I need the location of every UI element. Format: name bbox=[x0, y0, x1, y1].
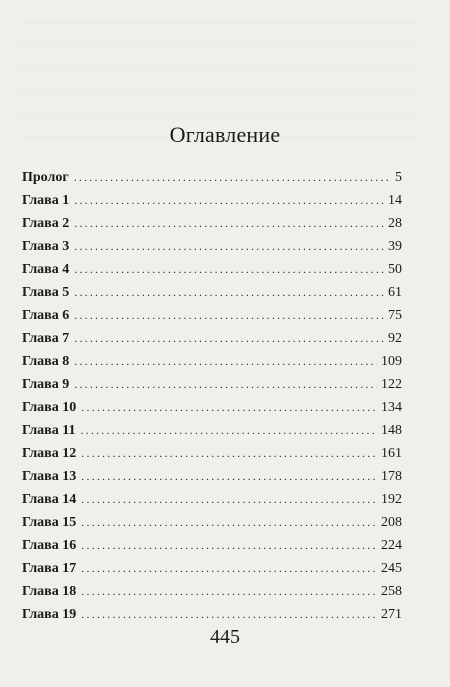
dot-leader bbox=[81, 469, 377, 484]
toc-entry-label: Глава 6 bbox=[22, 308, 70, 323]
toc-entry-page: 161 bbox=[381, 446, 402, 461]
toc-entry-page: 224 bbox=[381, 538, 402, 553]
toc-entry bbox=[22, 216, 402, 239]
toc-entry-label: Глава 19 bbox=[22, 607, 77, 622]
toc-entry-label: Глава 18 bbox=[22, 584, 77, 599]
dot-leader bbox=[81, 584, 377, 599]
toc-entry-page: 75 bbox=[388, 308, 402, 323]
toc-entry-label: Глава 11 bbox=[22, 423, 76, 438]
toc-entry-page: 192 bbox=[381, 492, 402, 507]
toc-entry bbox=[22, 377, 402, 400]
toc-entry-label: Глава 3 bbox=[22, 239, 70, 254]
toc-entry bbox=[22, 400, 402, 423]
dot-leader bbox=[74, 377, 377, 392]
toc-entry bbox=[22, 262, 402, 285]
toc-entry bbox=[22, 584, 402, 607]
toc-entry bbox=[22, 193, 402, 216]
toc-entry-label: Глава 4 bbox=[22, 262, 70, 277]
toc-entry-label: Глава 10 bbox=[22, 400, 77, 415]
dot-leader bbox=[74, 285, 384, 300]
toc-entry-label: Глава 9 bbox=[22, 377, 70, 392]
dot-leader bbox=[74, 239, 384, 254]
toc-entry bbox=[22, 515, 402, 538]
toc-entry-label: Пролог bbox=[22, 170, 69, 185]
toc-entry bbox=[22, 239, 402, 262]
toc-entry-label: Глава 2 bbox=[22, 216, 70, 231]
toc-entry-page: 39 bbox=[388, 239, 402, 254]
toc-entry-page: 61 bbox=[388, 285, 402, 300]
dot-leader bbox=[74, 354, 377, 369]
toc-entry-label: Глава 14 bbox=[22, 492, 77, 507]
dot-leader bbox=[81, 561, 377, 576]
toc-entry-label: Глава 16 bbox=[22, 538, 77, 553]
toc-entry-page: 109 bbox=[381, 354, 402, 369]
toc-entry-page: 122 bbox=[381, 377, 402, 392]
dot-leader bbox=[81, 538, 377, 553]
toc-entry-label: Глава 7 bbox=[22, 331, 70, 346]
dot-leader bbox=[74, 170, 391, 185]
table-of-contents bbox=[22, 170, 402, 630]
dot-leader bbox=[81, 446, 377, 461]
dot-leader bbox=[74, 216, 384, 231]
toc-entry-label: Глава 5 bbox=[22, 285, 70, 300]
dot-leader bbox=[81, 400, 377, 415]
toc-entry-label: Глава 1 bbox=[22, 193, 70, 208]
toc-entry-page: 28 bbox=[388, 216, 402, 231]
toc-entry-page: 134 bbox=[381, 400, 402, 415]
toc-entry bbox=[22, 469, 402, 492]
toc-entry-label: Глава 17 bbox=[22, 561, 77, 576]
toc-entry bbox=[22, 561, 402, 584]
toc-entry-page: 14 bbox=[388, 193, 402, 208]
dot-leader bbox=[74, 308, 384, 323]
toc-entry bbox=[22, 331, 402, 354]
toc-entry-page: 208 bbox=[381, 515, 402, 530]
toc-entry bbox=[22, 423, 402, 446]
toc-entry-label: Глава 12 bbox=[22, 446, 77, 461]
page-title: Оглавление bbox=[169, 122, 281, 147]
toc-entry bbox=[22, 308, 402, 331]
toc-entry bbox=[22, 354, 402, 377]
toc-entry-page: 50 bbox=[388, 262, 402, 277]
dot-leader bbox=[74, 262, 384, 277]
toc-entry bbox=[22, 285, 402, 308]
toc-entry-label: Глава 8 bbox=[22, 354, 70, 369]
toc-entry-page: 245 bbox=[381, 561, 402, 576]
toc-entry bbox=[22, 170, 402, 193]
dot-leader bbox=[81, 607, 377, 622]
dot-leader bbox=[81, 492, 377, 507]
page-number: 445 bbox=[210, 626, 240, 648]
toc-entry-page: 178 bbox=[381, 469, 402, 484]
toc-entry bbox=[22, 492, 402, 515]
toc-entry-page: 148 bbox=[381, 423, 402, 438]
dot-leader bbox=[81, 515, 377, 530]
toc-entry-label: Глава 13 bbox=[22, 469, 77, 484]
toc-entry-page: 271 bbox=[381, 607, 402, 622]
toc-entry-page: 92 bbox=[388, 331, 402, 346]
toc-entry-page: 258 bbox=[381, 584, 402, 599]
toc-entry bbox=[22, 446, 402, 469]
toc-entry-page: 5 bbox=[395, 170, 402, 185]
toc-entry bbox=[22, 538, 402, 561]
dot-leader bbox=[74, 331, 384, 346]
dot-leader bbox=[80, 423, 377, 438]
toc-entry-label: Глава 15 bbox=[22, 515, 77, 530]
dot-leader bbox=[74, 193, 384, 208]
